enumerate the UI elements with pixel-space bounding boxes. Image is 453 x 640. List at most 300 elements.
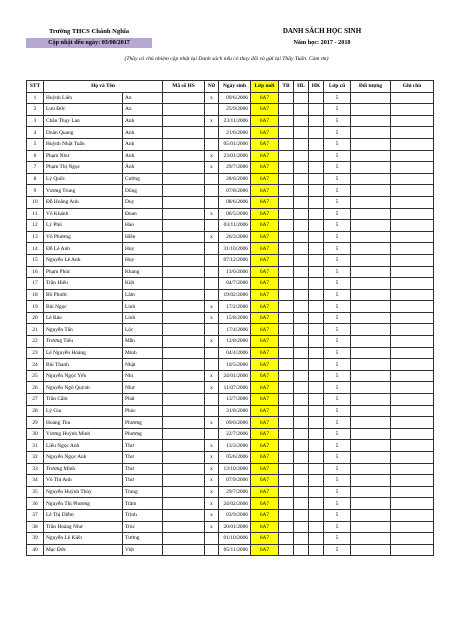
cell-stt: 21	[27, 324, 44, 336]
cell-female	[205, 359, 219, 371]
cell-stt: 13	[27, 231, 44, 243]
cell-conduct	[309, 394, 324, 406]
cell-birth-date: 19/02/2006	[219, 289, 251, 301]
cell-old-class: 5	[324, 208, 351, 220]
cell-female	[205, 428, 219, 440]
cell-student-id	[163, 475, 205, 487]
cell-academic	[294, 115, 309, 127]
cell-given-name: Thư	[123, 452, 163, 464]
cell-student-id	[163, 405, 205, 417]
column-header-female: Nữ	[205, 81, 219, 93]
school-block	[26, 27, 152, 48]
cell-academic	[294, 243, 309, 255]
cell-category	[351, 428, 391, 440]
cell-old-class: 5	[324, 509, 351, 521]
cell-new-class: 6A7	[251, 521, 279, 533]
column-header-conduct: HK	[309, 81, 324, 93]
cell-category	[351, 521, 391, 533]
cell-category	[351, 173, 391, 185]
cell-given-name: Linh	[123, 312, 163, 324]
cell-student-id	[163, 266, 205, 278]
cell-conduct	[309, 104, 324, 116]
cell-student-id	[163, 312, 205, 324]
cell-stt: 18	[27, 289, 44, 301]
cell-full-name: Nguyễn Ngọc Yến	[44, 370, 123, 382]
cell-given-name: Nhi	[123, 370, 163, 382]
cell-old-class: 5	[324, 266, 351, 278]
cell-full-name: Phạm Phúc	[44, 266, 123, 278]
cell-avg	[279, 324, 294, 336]
cell-conduct	[309, 162, 324, 174]
cell-category	[351, 220, 391, 232]
cell-female: x	[205, 370, 219, 382]
cell-old-class: 5	[324, 92, 351, 104]
cell-full-name: Võ Thi Anh	[44, 475, 123, 487]
cell-academic	[294, 173, 309, 185]
cell-category	[351, 301, 391, 313]
cell-stt: 19	[27, 301, 44, 313]
cell-full-name: Liêu Ngọc Anh	[44, 440, 123, 452]
cell-category	[351, 324, 391, 336]
cell-avg	[279, 185, 294, 197]
cell-student-id	[163, 127, 205, 139]
cell-female	[205, 104, 219, 116]
cell-category	[351, 196, 391, 208]
cell-academic	[294, 475, 309, 487]
cell-stt: 40	[27, 544, 44, 556]
cell-given-name: Đoan	[123, 208, 163, 220]
column-header-avg: TB	[279, 81, 294, 93]
cell-avg	[279, 173, 294, 185]
cell-new-class: 6A7	[251, 544, 279, 556]
cell-student-id	[163, 324, 205, 336]
column-header-notes: Ghi chú	[391, 81, 434, 93]
cell-new-class: 6A7	[251, 475, 279, 487]
cell-notes	[391, 370, 434, 382]
cell-new-class: 6A7	[251, 394, 279, 406]
cell-birth-date: 29/7/2006	[219, 486, 251, 498]
cell-academic	[294, 336, 309, 348]
cell-category	[351, 92, 391, 104]
cell-notes	[391, 150, 434, 162]
cell-student-id	[163, 394, 205, 406]
cell-given-name: Cường	[123, 173, 163, 185]
cell-category	[351, 127, 391, 139]
cell-student-id	[163, 359, 205, 371]
cell-female	[205, 289, 219, 301]
cell-birth-date: 26/3/2006	[219, 231, 251, 243]
cell-stt: 4	[27, 127, 44, 139]
cell-category	[351, 452, 391, 464]
cell-academic	[294, 440, 309, 452]
cell-student-id	[163, 196, 205, 208]
cell-female	[205, 220, 219, 232]
cell-academic	[294, 127, 309, 139]
cell-full-name: Châu Thụy Lan	[44, 115, 123, 127]
cell-conduct	[309, 544, 324, 556]
cell-conduct	[309, 347, 324, 359]
cell-birth-date: 11/07/2006	[219, 382, 251, 394]
table-row	[27, 104, 434, 116]
cell-conduct	[309, 312, 324, 324]
column-header-full-name: Họ và Tên	[44, 81, 163, 93]
cell-avg	[279, 509, 294, 521]
cell-female	[205, 544, 219, 556]
table-row	[27, 196, 434, 208]
cell-stt: 10	[27, 196, 44, 208]
cell-female	[205, 185, 219, 197]
cell-avg	[279, 417, 294, 429]
cell-academic	[294, 394, 309, 406]
cell-stt: 29	[27, 417, 44, 429]
cell-academic	[294, 382, 309, 394]
cell-category	[351, 254, 391, 266]
cell-notes	[391, 312, 434, 324]
cell-student-id	[163, 301, 205, 313]
cell-female	[205, 405, 219, 417]
cell-category	[351, 405, 391, 417]
cell-full-name: Bùi Thanh	[44, 359, 123, 371]
cell-notes	[391, 382, 434, 394]
cell-old-class: 5	[324, 544, 351, 556]
cell-new-class: 6A7	[251, 127, 279, 139]
cell-student-id	[163, 440, 205, 452]
cell-academic	[294, 428, 309, 440]
cell-birth-date: 01/10/2006	[219, 533, 251, 545]
cell-student-id	[163, 220, 205, 232]
cell-stt: 26	[27, 382, 44, 394]
cell-avg	[279, 544, 294, 556]
column-header-category: Đối tượng	[351, 81, 391, 93]
cell-student-id	[163, 452, 205, 464]
cell-conduct	[309, 498, 324, 510]
cell-old-class: 5	[324, 289, 351, 301]
cell-conduct	[309, 521, 324, 533]
cell-full-name: Lý Gia	[44, 405, 123, 417]
cell-old-class: 5	[324, 417, 351, 429]
cell-birth-date: 09/6/2006	[219, 417, 251, 429]
cell-given-name: Tường	[123, 533, 163, 545]
cell-female: x	[205, 92, 219, 104]
cell-student-id	[163, 138, 205, 150]
cell-full-name: Đỗ Hoàng Anh	[44, 196, 123, 208]
cell-given-name: Thư	[123, 463, 163, 475]
cell-avg	[279, 220, 294, 232]
cell-notes	[391, 104, 434, 116]
cell-avg	[279, 254, 294, 266]
cell-new-class: 6A7	[251, 243, 279, 255]
cell-avg	[279, 150, 294, 162]
cell-full-name: Lê Nguyễn Hoàng	[44, 347, 123, 359]
cell-avg	[279, 533, 294, 545]
table-row	[27, 278, 434, 290]
cell-academic	[294, 509, 309, 521]
cell-academic	[294, 266, 309, 278]
cell-birth-date: 29/7/2006	[219, 162, 251, 174]
cell-category	[351, 498, 391, 510]
cell-new-class: 6A7	[251, 278, 279, 290]
cell-female	[205, 243, 219, 255]
cell-stt: 34	[27, 475, 44, 487]
cell-conduct	[309, 428, 324, 440]
cell-new-class: 6A7	[251, 150, 279, 162]
cell-notes	[391, 220, 434, 232]
cell-full-name: Bồ Phước	[44, 289, 123, 301]
cell-new-class: 6A7	[251, 115, 279, 127]
cell-given-name: An	[123, 92, 163, 104]
cell-academic	[294, 220, 309, 232]
cell-new-class: 6A7	[251, 486, 279, 498]
cell-academic	[294, 196, 309, 208]
cell-birth-date: 23/01/2006	[219, 150, 251, 162]
cell-notes	[391, 278, 434, 290]
cell-stt: 9	[27, 185, 44, 197]
instruction-note: (Thầy cô chủ nhiệm cập nhật lại Danh sách nếu có thay đổi và gửi lại Thầy Tuấn. Cám ơn)	[124, 56, 329, 62]
cell-full-name: Vương Huỳnh Minh	[44, 428, 123, 440]
cell-stt: 20	[27, 312, 44, 324]
cell-student-id	[163, 428, 205, 440]
cell-birth-date: 22/7/2006	[219, 428, 251, 440]
cell-avg	[279, 475, 294, 487]
cell-female	[205, 266, 219, 278]
cell-stt: 2	[27, 104, 44, 116]
cell-old-class: 5	[324, 382, 351, 394]
cell-avg	[279, 498, 294, 510]
table-row	[27, 370, 434, 382]
cell-academic	[294, 138, 309, 150]
table-row	[27, 231, 434, 243]
cell-old-class: 5	[324, 185, 351, 197]
cell-academic	[294, 92, 309, 104]
cell-birth-date: 23/11/2006	[219, 115, 251, 127]
cell-avg	[279, 382, 294, 394]
cell-student-id	[163, 289, 205, 301]
cell-given-name: Như	[123, 382, 163, 394]
cell-old-class: 5	[324, 428, 351, 440]
cell-birth-date: 25/9/2006	[219, 104, 251, 116]
cell-notes	[391, 173, 434, 185]
cell-new-class: 6A7	[251, 196, 279, 208]
cell-academic	[294, 231, 309, 243]
cell-new-class: 6A7	[251, 289, 279, 301]
cell-birth-date: 24/01/2006	[219, 370, 251, 382]
cell-old-class: 5	[324, 475, 351, 487]
cell-notes	[391, 92, 434, 104]
cell-given-name: Linh	[123, 301, 163, 313]
cell-full-name: Lê Thị Diễm	[44, 509, 123, 521]
cell-stt: 5	[27, 138, 44, 150]
cell-stt: 12	[27, 220, 44, 232]
cell-given-name: Phúc	[123, 405, 163, 417]
cell-notes	[391, 231, 434, 243]
cell-category	[351, 312, 391, 324]
cell-full-name: Đỗ Lê Anh	[44, 243, 123, 255]
cell-given-name: Huy	[123, 254, 163, 266]
table-row	[27, 301, 434, 313]
cell-conduct	[309, 463, 324, 475]
cell-given-name: Phát	[123, 394, 163, 406]
cell-female: x	[205, 521, 219, 533]
cell-conduct	[309, 452, 324, 464]
cell-student-id	[163, 533, 205, 545]
cell-new-class: 6A7	[251, 324, 279, 336]
cell-avg	[279, 312, 294, 324]
cell-student-id	[163, 463, 205, 475]
cell-old-class: 5	[324, 440, 351, 452]
cell-academic	[294, 312, 309, 324]
table-row	[27, 382, 434, 394]
cell-stt: 37	[27, 509, 44, 521]
cell-given-name: Nhật	[123, 359, 163, 371]
cell-female	[205, 254, 219, 266]
cell-academic	[294, 452, 309, 464]
table-row	[27, 254, 434, 266]
cell-notes	[391, 405, 434, 417]
cell-given-name: Việt	[123, 544, 163, 556]
cell-full-name: Trương Tiểu	[44, 336, 123, 348]
cell-conduct	[309, 208, 324, 220]
cell-old-class: 5	[324, 312, 351, 324]
cell-conduct	[309, 486, 324, 498]
cell-birth-date: 05/11/2006	[219, 544, 251, 556]
cell-stt: 35	[27, 486, 44, 498]
cell-full-name: Lê Bảo	[44, 312, 123, 324]
cell-new-class: 6A7	[251, 359, 279, 371]
cell-birth-date: 10/5/2006	[219, 359, 251, 371]
cell-avg	[279, 336, 294, 348]
cell-old-class: 5	[324, 347, 351, 359]
cell-conduct	[309, 533, 324, 545]
cell-female	[205, 533, 219, 545]
cell-notes	[391, 115, 434, 127]
table-row	[27, 324, 434, 336]
cell-stt: 15	[27, 254, 44, 266]
table-row	[27, 417, 434, 429]
cell-given-name: Lộc	[123, 324, 163, 336]
cell-stt: 3	[27, 115, 44, 127]
cell-full-name: Trần Hiếu	[44, 278, 123, 290]
cell-full-name: Nguyễn Huỳnh Thùy	[44, 486, 123, 498]
cell-category	[351, 486, 391, 498]
table-row	[27, 92, 434, 104]
cell-category	[351, 394, 391, 406]
table-row	[27, 359, 434, 371]
table-row	[27, 336, 434, 348]
cell-given-name: Duy	[123, 196, 163, 208]
cell-full-name: Nguyễn Thị Phương	[44, 498, 123, 510]
cell-female: x	[205, 509, 219, 521]
school-year: Năm học: 2017 - 2018	[293, 39, 351, 46]
cell-student-id	[163, 521, 205, 533]
cell-conduct	[309, 115, 324, 127]
cell-student-id	[163, 417, 205, 429]
cell-academic	[294, 324, 309, 336]
cell-notes	[391, 428, 434, 440]
cell-given-name: Dũng	[123, 185, 163, 197]
cell-given-name: Mẫn	[123, 336, 163, 348]
cell-student-id	[163, 370, 205, 382]
cell-category	[351, 150, 391, 162]
table-row	[27, 452, 434, 464]
cell-academic	[294, 370, 309, 382]
cell-conduct	[309, 254, 324, 266]
cell-birth-date: 17/4/2006	[219, 324, 251, 336]
cell-new-class: 6A7	[251, 231, 279, 243]
cell-new-class: 6A7	[251, 336, 279, 348]
cell-female: x	[205, 162, 219, 174]
cell-full-name: Phạm Như	[44, 150, 123, 162]
cell-avg	[279, 266, 294, 278]
table-row	[27, 312, 434, 324]
cell-category	[351, 417, 391, 429]
cell-notes	[391, 208, 434, 220]
cell-notes	[391, 498, 434, 510]
cell-notes	[391, 196, 434, 208]
cell-category	[351, 231, 391, 243]
cell-given-name: Khang	[123, 266, 163, 278]
cell-academic	[294, 104, 309, 116]
cell-new-class: 6A7	[251, 185, 279, 197]
table-row	[27, 127, 434, 139]
cell-category	[351, 185, 391, 197]
cell-full-name: Lý Phú	[44, 220, 123, 232]
cell-avg	[279, 301, 294, 313]
cell-birth-date: 24/02/2006	[219, 498, 251, 510]
cell-conduct	[309, 440, 324, 452]
cell-conduct	[309, 509, 324, 521]
cell-stt: 8	[27, 173, 44, 185]
cell-stt: 36	[27, 498, 44, 510]
cell-given-name: Ánh	[123, 162, 163, 174]
cell-old-class: 5	[324, 463, 351, 475]
cell-student-id	[163, 486, 205, 498]
cell-stt: 28	[27, 405, 44, 417]
cell-full-name: Nguyễn Lê Anh	[44, 254, 123, 266]
cell-female: x	[205, 208, 219, 220]
cell-birth-date: 13/6/2006	[219, 266, 251, 278]
cell-new-class: 6A7	[251, 312, 279, 324]
cell-female	[205, 173, 219, 185]
cell-category	[351, 370, 391, 382]
cell-category	[351, 243, 391, 255]
cell-given-name: Hiền	[123, 231, 163, 243]
cell-academic	[294, 254, 309, 266]
cell-notes	[391, 394, 434, 406]
cell-stt: 38	[27, 521, 44, 533]
cell-full-name: Bùi Ngọc	[44, 301, 123, 313]
cell-academic	[294, 405, 309, 417]
cell-birth-date: 13/7/2006	[219, 394, 251, 406]
cell-stt: 14	[27, 243, 44, 255]
cell-full-name: Lý Quốc	[44, 173, 123, 185]
cell-female	[205, 138, 219, 150]
cell-female: x	[205, 486, 219, 498]
cell-conduct	[309, 231, 324, 243]
cell-new-class: 6A7	[251, 533, 279, 545]
cell-birth-date: 06/5/2006	[219, 208, 251, 220]
cell-notes	[391, 162, 434, 174]
cell-student-id	[163, 544, 205, 556]
cell-full-name: Nguyễn Ngô Quỳnh	[44, 382, 123, 394]
cell-student-id	[163, 254, 205, 266]
cell-student-id	[163, 162, 205, 174]
cell-notes	[391, 440, 434, 452]
cell-category	[351, 463, 391, 475]
cell-student-id	[163, 382, 205, 394]
table-row	[27, 498, 434, 510]
cell-female: x	[205, 312, 219, 324]
cell-avg	[279, 231, 294, 243]
